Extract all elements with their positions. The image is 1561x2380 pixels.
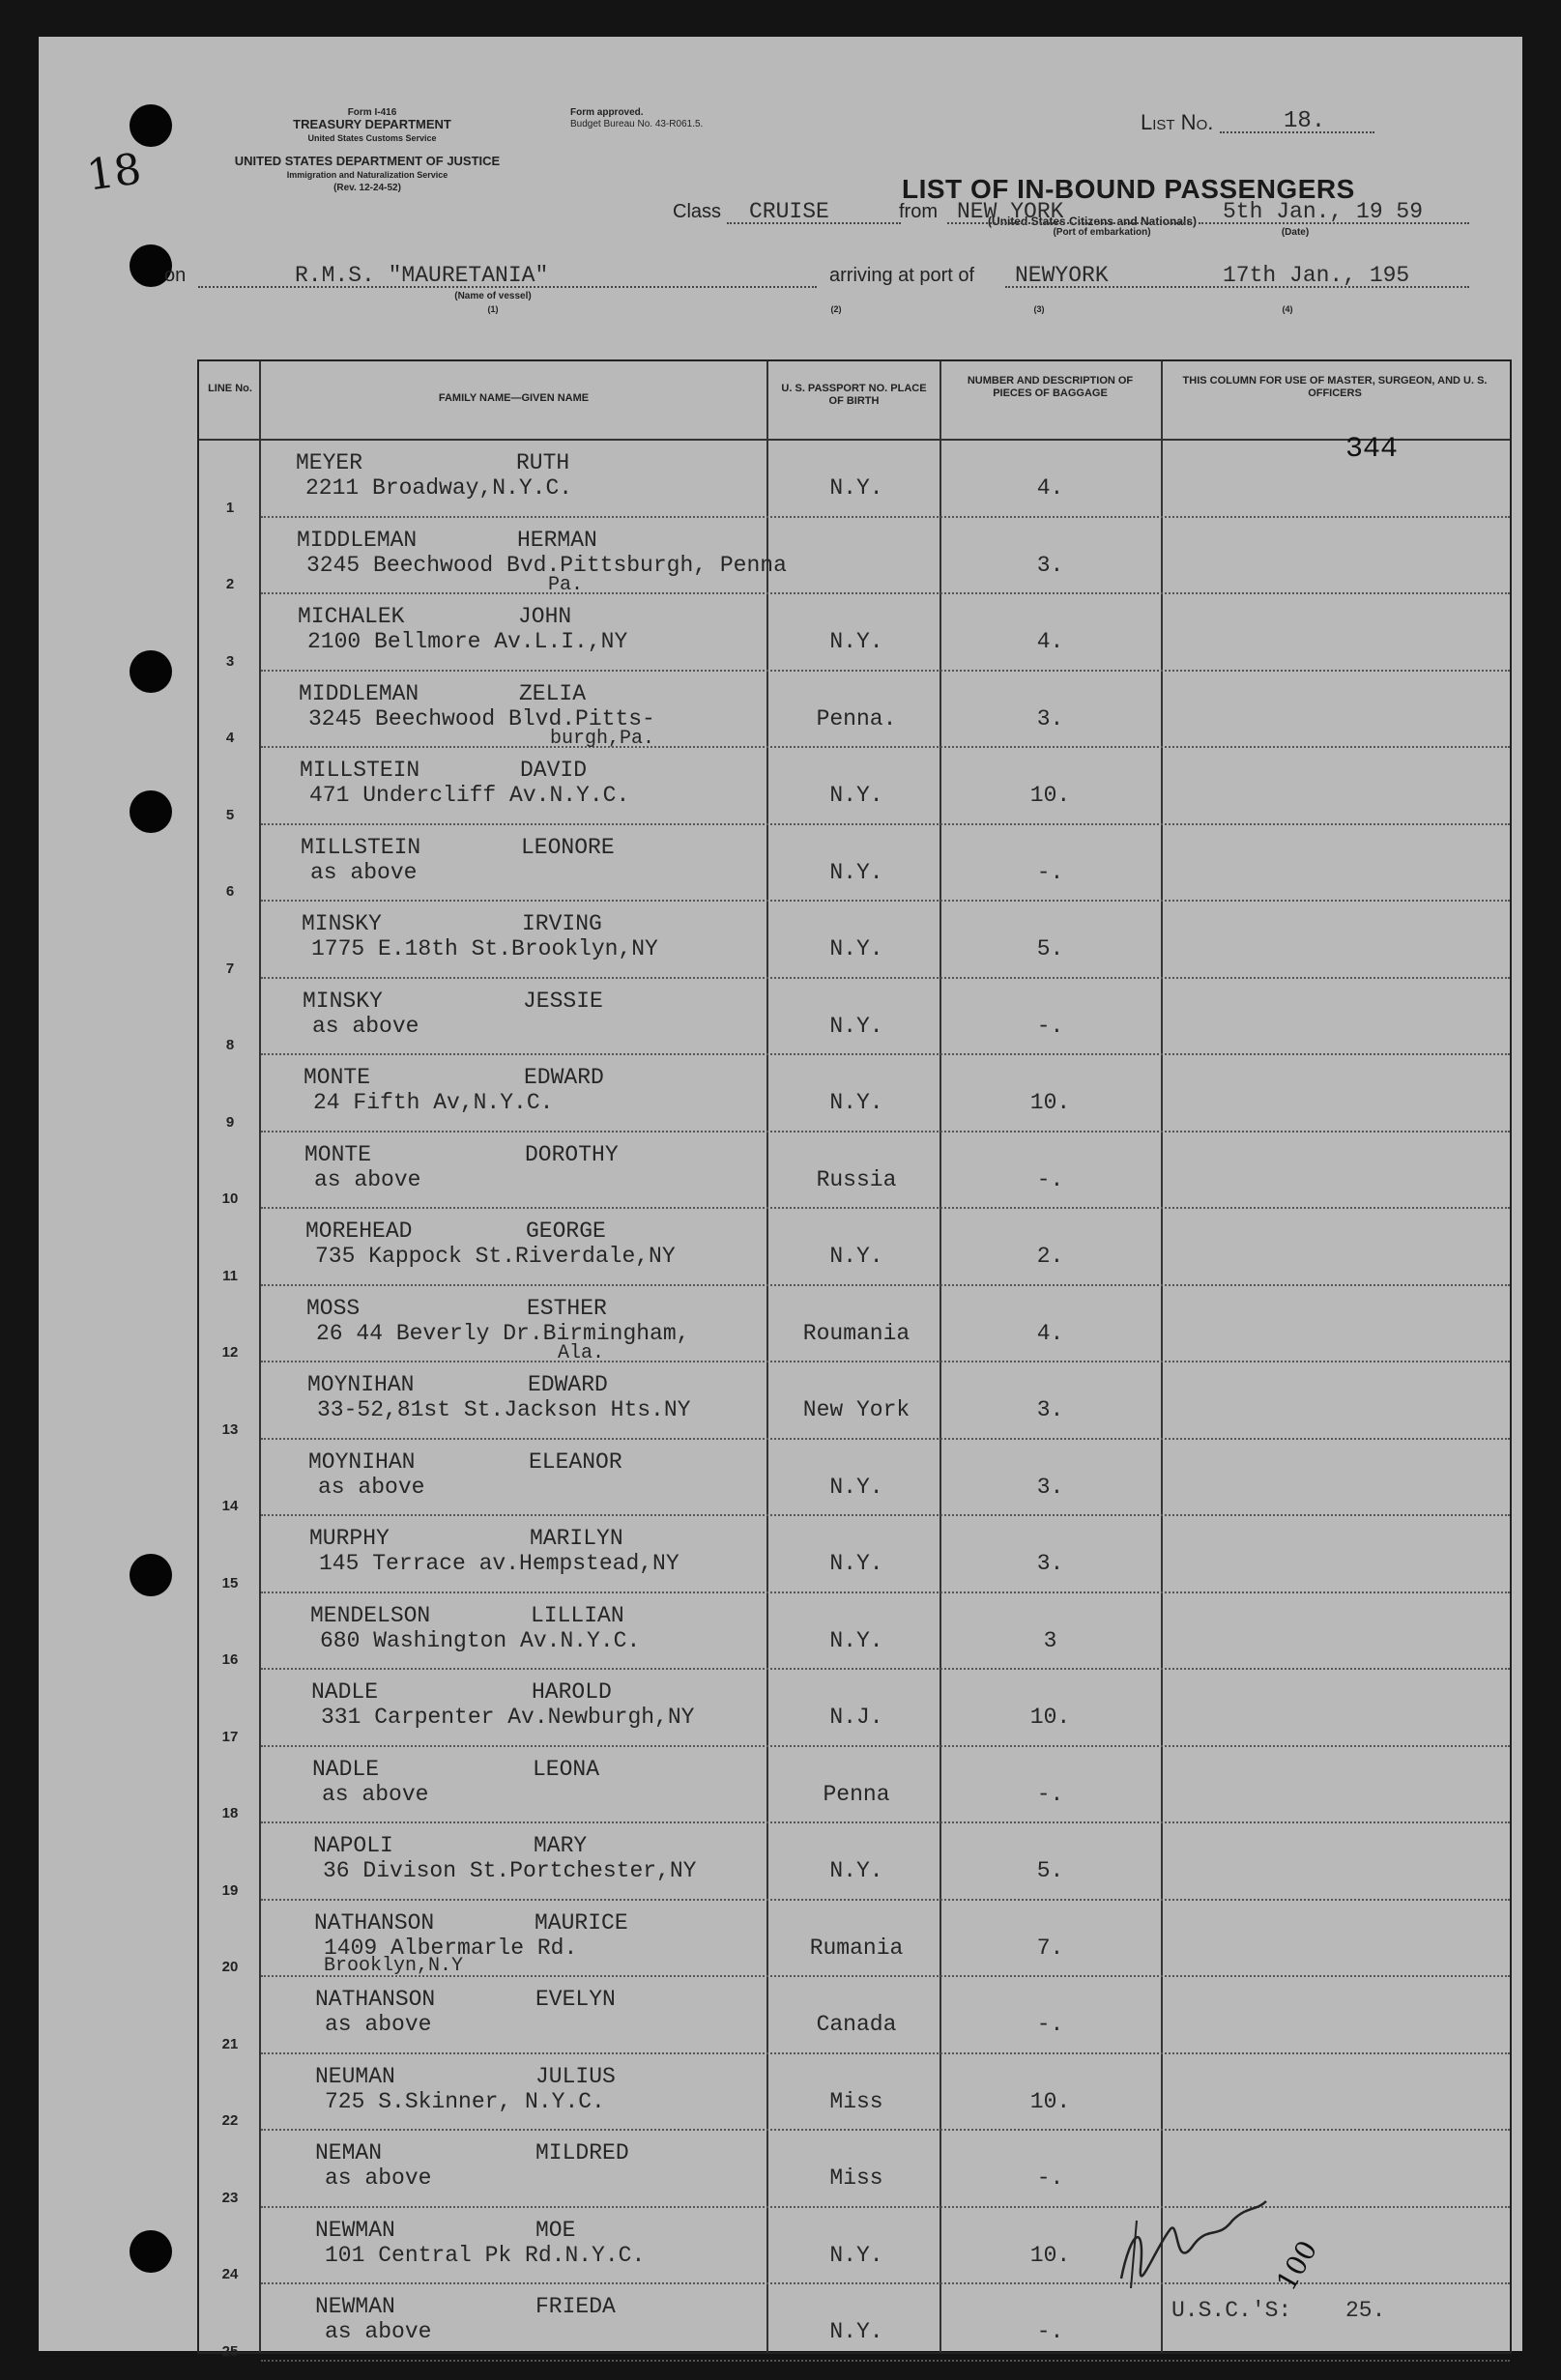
baggage-count: 7. — [1036, 1935, 1064, 1961]
punch-hole — [130, 650, 172, 693]
column-ref-3: (3) — [1033, 304, 1045, 314]
table-row — [199, 518, 1510, 595]
baggage-count: 10. — [1029, 2242, 1071, 2268]
table-row — [199, 1670, 1510, 1747]
family-name: NADLE — [312, 1756, 380, 1782]
date-caption: (Date) — [1281, 227, 1310, 238]
arriving-label: arriving at port of — [829, 265, 975, 286]
port-embarkation-caption: (Port of embarkation) — [1053, 227, 1151, 238]
passenger-table — [197, 359, 1512, 2360]
given-name: IRVING — [522, 911, 602, 936]
class-value: CRUISE — [749, 199, 829, 224]
address-continued: burgh,Pa. — [550, 727, 655, 750]
place-of-birth: Penna. — [816, 705, 897, 731]
given-name: HERMAN — [517, 527, 597, 553]
given-name: EDWARD — [524, 1065, 604, 1090]
family-name: MONTE — [304, 1065, 371, 1090]
col-officers-header: THIS COLUMN FOR USE OF MASTER, SURGEON, AND U. S. OFFICERS — [1182, 375, 1488, 399]
address: 331 Carpenter Av.Newburgh,NY — [321, 1705, 695, 1730]
table-row — [199, 825, 1510, 903]
table-row — [199, 1977, 1510, 2054]
page-subtitle: (United States Citizens and Nationals) — [987, 215, 1198, 228]
baggage-count: 2. — [1036, 1244, 1064, 1269]
baggage-count: 5. — [1036, 936, 1064, 961]
baggage-count: 10. — [1029, 1705, 1071, 1730]
family-name: MOYNIHAN — [308, 1448, 416, 1475]
table-row — [199, 441, 1510, 518]
punch-hole — [130, 104, 172, 147]
col-passport-header: U. S. PASSPORT NO. PLACE OF BIRTH — [781, 383, 927, 407]
address: 2211 Broadway,N.Y.C. — [305, 475, 573, 501]
place-of-birth: N.J. — [829, 1705, 883, 1730]
place-of-birth: N.Y. — [829, 1244, 883, 1269]
table-row — [199, 1593, 1510, 1671]
table-row — [199, 1747, 1510, 1824]
table-row — [199, 1362, 1510, 1440]
baggage-count: 4. — [1036, 475, 1064, 501]
baggage-count: -. — [1036, 1013, 1064, 1039]
table-row — [199, 2131, 1510, 2208]
punch-hole — [130, 1554, 172, 1596]
place-of-birth: New York — [802, 1397, 911, 1422]
baggage-count: 4. — [1036, 1320, 1064, 1346]
place-of-birth: N.Y. — [829, 629, 883, 654]
table-row — [199, 1286, 1510, 1363]
address: as above — [325, 2319, 432, 2344]
customs-service: United States Customs Service — [307, 133, 437, 143]
place-of-birth: Penna — [823, 1781, 890, 1807]
given-name: EVELYN — [535, 1987, 616, 2012]
baggage-count: 3. — [1036, 1551, 1064, 1576]
line-number: 9 — [225, 1113, 235, 1131]
punch-hole — [130, 2230, 172, 2273]
handwritten-total: 100 — [1270, 2235, 1324, 2296]
line-number: 10 — [221, 1190, 239, 1207]
baggage-count: 3. — [1036, 1397, 1064, 1422]
place-of-birth: N.Y. — [829, 783, 883, 808]
given-name: MARILYN — [530, 1526, 623, 1551]
baggage-count: 3. — [1036, 552, 1064, 578]
line-number: 19 — [221, 1881, 239, 1899]
address: as above — [322, 1781, 429, 1807]
given-name: MAURICE — [535, 1909, 628, 1936]
col-baggage-header: NUMBER AND DESCRIPTION OF PIECES OF BAGGAGE — [967, 375, 1134, 399]
col-name-header: FAMILY NAME—GIVEN NAME — [438, 392, 590, 404]
officer-number-mark: 344 — [1345, 433, 1399, 466]
embark-date: 5th Jan., 19 59 — [1223, 199, 1424, 224]
baggage-count: 4. — [1036, 629, 1064, 654]
line-number: 1 — [225, 499, 235, 516]
list-no-label: List No. — [1141, 110, 1214, 134]
budget-bureau: Budget Bureau No. 43-R061.5. — [570, 119, 704, 129]
line-number: 12 — [221, 1344, 239, 1361]
address: 24 Fifth Av,N.Y.C. — [313, 1090, 554, 1115]
family-name: MIDDLEMAN — [297, 527, 418, 553]
address-continued: Pa. — [548, 573, 584, 596]
line-number: 7 — [225, 960, 235, 977]
table-row — [199, 1209, 1510, 1286]
baggage-count: 10. — [1029, 783, 1071, 808]
baggage-count: 5. — [1036, 1858, 1064, 1883]
address: as above — [312, 1013, 419, 1039]
column-ref-1: (1) — [487, 304, 499, 314]
family-name: MOREHEAD — [305, 1219, 413, 1244]
table-row — [199, 748, 1510, 825]
family-name: NAPOLI — [313, 1833, 393, 1858]
place-of-birth: N.Y. — [829, 475, 883, 501]
family-name: MILLSTEIN — [300, 758, 420, 783]
given-name: JESSIE — [523, 988, 603, 1014]
place-of-birth: N.Y. — [829, 1474, 883, 1500]
place-of-birth: Roumania — [802, 1320, 911, 1346]
line-number: 25 — [221, 2342, 239, 2360]
address: 1409 Albermarle Rd. — [324, 1935, 578, 1961]
family-name: MENDELSON — [310, 1602, 431, 1628]
place-of-birth: N.Y. — [829, 936, 883, 961]
table-row — [199, 1823, 1510, 1901]
family-name: MONTE — [304, 1141, 372, 1167]
handwritten-corner-number: 18 — [83, 144, 145, 201]
table-row — [199, 672, 1510, 749]
col-line-header: LINE No. — [208, 383, 252, 394]
address-continued: Ala. — [558, 1341, 605, 1364]
given-name: LEONORE — [521, 834, 615, 860]
family-name: MOYNIHAN — [307, 1372, 415, 1397]
family-name: MIDDLEMAN — [299, 680, 419, 706]
on-label: on — [164, 265, 187, 286]
given-name: LILLIAN — [531, 1602, 624, 1628]
line-number: 4 — [225, 730, 235, 746]
line-number: 5 — [225, 806, 235, 823]
table-row — [199, 1516, 1510, 1593]
place-of-birth: N.Y. — [829, 2242, 883, 2268]
line-number: 23 — [221, 2189, 239, 2206]
form-number: Form I-416 — [347, 107, 397, 118]
line-number: 20 — [221, 1959, 239, 1975]
address: 36 Divison St.Portchester,NY — [323, 1858, 697, 1883]
line-number: 18 — [221, 1805, 239, 1821]
given-name: MARY — [534, 1833, 588, 1858]
given-name: ESTHER — [527, 1295, 607, 1321]
vessel-caption: (Name of vessel) — [454, 291, 532, 301]
address: 735 Kappock St.Riverdale,NY — [315, 1244, 676, 1269]
table-row — [199, 1133, 1510, 1210]
list-no-value: 18. — [1284, 108, 1326, 134]
department-of-justice: UNITED STATES DEPARTMENT OF JUSTICE — [234, 154, 501, 168]
table-row — [199, 2054, 1510, 2132]
table-row — [199, 1055, 1510, 1133]
address: as above — [314, 1166, 421, 1192]
address: 2100 Bellmore Av.L.I.,NY — [307, 629, 628, 654]
given-name: DAVID — [520, 758, 588, 783]
given-name: LEONA — [533, 1756, 600, 1782]
punch-hole — [130, 790, 172, 833]
family-name: NEMAN — [315, 2140, 383, 2165]
address: 471 Undercliff Av.N.Y.C. — [309, 783, 630, 808]
given-name: ELEANOR — [529, 1448, 622, 1475]
officer-signature-icon — [1102, 2192, 1295, 2308]
place-of-birth: N.Y. — [829, 1858, 883, 1883]
table-row — [199, 594, 1510, 672]
address: 145 Terrace av.Hempstead,NY — [319, 1551, 679, 1576]
given-name: MILDRED — [535, 2140, 629, 2165]
place-of-birth: N.Y. — [829, 1013, 883, 1039]
baggage-count: 10. — [1029, 1090, 1071, 1115]
place-of-birth: N.Y. — [829, 859, 883, 885]
given-name: DOROTHY — [525, 1141, 619, 1167]
family-name: MICHALEK — [298, 604, 405, 629]
address: as above — [325, 2165, 432, 2191]
place-of-birth: Miss — [829, 2088, 883, 2114]
line-number: 11 — [222, 1267, 238, 1284]
line-number: 21 — [221, 2035, 239, 2052]
family-name: MINSKY — [302, 911, 382, 936]
given-name: GEORGE — [526, 1219, 606, 1244]
address: 1775 E.18th St.Brooklyn,NY — [311, 936, 658, 961]
place-of-birth: N.Y. — [829, 1090, 883, 1115]
arrival-date: 17th Jan., 195 — [1223, 263, 1410, 288]
column-ref-4: (4) — [1282, 304, 1293, 314]
given-name: HAROLD — [532, 1679, 612, 1705]
baggage-count: -. — [1036, 1166, 1064, 1192]
line-number: 15 — [221, 1574, 239, 1591]
document-page — [39, 37, 1522, 2360]
given-name: FRIEDA — [535, 2294, 616, 2319]
place-of-birth: N.Y. — [829, 2319, 883, 2344]
address: 101 Central Pk Rd.N.Y.C. — [325, 2242, 646, 2268]
baggage-count: -. — [1036, 859, 1064, 885]
line-number: 3 — [225, 652, 235, 670]
line-number: 6 — [225, 883, 235, 900]
baggage-count: 10. — [1029, 2088, 1071, 2114]
family-name: NEUMAN — [315, 2063, 395, 2089]
baggage-count: -. — [1036, 2165, 1064, 2191]
line-number: 8 — [225, 1037, 235, 1053]
baggage-count: 3. — [1036, 1474, 1064, 1500]
table-row — [199, 1901, 1510, 1978]
baggage-count: 3. — [1036, 705, 1064, 731]
class-label: Class — [673, 201, 722, 222]
place-of-birth: Miss — [829, 2165, 883, 2191]
line-number: 14 — [221, 1498, 239, 1514]
table-row — [199, 2284, 1510, 2362]
address: 33-52,81st St.Jackson Hts.NY — [317, 1397, 691, 1422]
baggage-count: -. — [1036, 2012, 1064, 2037]
line-number: 2 — [225, 576, 235, 592]
from-label: from — [899, 201, 938, 222]
given-name: MOE — [535, 2217, 576, 2243]
family-name: NEWMAN — [315, 2294, 395, 2319]
form-approved: Form approved. — [570, 107, 644, 118]
line-number: 22 — [221, 2112, 239, 2129]
given-name: JULIUS — [535, 2063, 616, 2089]
given-name: JOHN — [518, 604, 572, 629]
line-number: 17 — [221, 1728, 239, 1745]
family-name: NATHANSON — [314, 1909, 435, 1936]
address: as above — [318, 1474, 425, 1500]
address-continued: Brooklyn,N.Y — [324, 1954, 464, 1977]
column-ref-2: (2) — [830, 304, 842, 314]
family-name: NADLE — [311, 1679, 379, 1705]
page-title: LIST OF IN-BOUND PASSENGERS — [902, 174, 1355, 204]
baggage-count: -. — [1036, 2319, 1064, 2344]
revision-date: (Rev. 12-24-52) — [333, 183, 401, 193]
place-of-birth: N.Y. — [829, 1551, 883, 1576]
address: 3245 Beechwood Blvd.Pitts- — [308, 705, 655, 731]
baggage-count: 3 — [1043, 1627, 1057, 1653]
family-name: MEYER — [296, 450, 363, 475]
treasury-department: TREASURY DEPARTMENT — [293, 117, 451, 131]
table-row — [199, 979, 1510, 1056]
family-name: MURPHY — [309, 1526, 390, 1551]
family-name: NATHANSON — [315, 1987, 436, 2012]
address: 680 Washington Av.N.Y.C. — [320, 1627, 641, 1653]
family-name: MINSKY — [303, 988, 383, 1014]
family-name: MOSS — [306, 1295, 361, 1321]
from-value: NEW YORK — [957, 199, 1064, 224]
family-name: MILLSTEIN — [301, 834, 421, 860]
immigration-service: Immigration and Naturalization Service — [286, 170, 448, 180]
place-of-birth: Rumania — [809, 1935, 904, 1961]
given-name: EDWARD — [528, 1372, 608, 1397]
address: as above — [325, 2012, 432, 2037]
baggage-count: -. — [1036, 1781, 1064, 1807]
place-of-birth: Canada — [816, 2012, 897, 2037]
usc-count: 25. — [1345, 2298, 1386, 2323]
given-name: ZELIA — [519, 680, 587, 706]
usc-label: U.S.C.'S: — [1171, 2298, 1292, 2323]
table-row — [199, 1440, 1510, 1517]
line-number: 16 — [221, 1651, 239, 1668]
address: as above — [310, 859, 418, 885]
table-row — [199, 902, 1510, 979]
place-of-birth: N.Y. — [829, 1627, 883, 1653]
vessel-name: R.M.S. "MAURETANIA" — [295, 263, 549, 288]
given-name: RUTH — [516, 450, 570, 475]
address: 26 44 Beverly Dr.Birmingham, — [316, 1320, 690, 1346]
line-number: 13 — [221, 1420, 239, 1438]
address: 3245 Beechwood Bvd.Pittsburgh, Penna — [306, 552, 787, 578]
address: 725 S.Skinner, N.Y.C. — [325, 2088, 605, 2114]
family-name: NEWMAN — [315, 2217, 395, 2243]
arrival-port: NEWYORK — [1015, 263, 1109, 288]
place-of-birth: Russia — [816, 1166, 897, 1192]
line-number: 24 — [221, 2266, 239, 2282]
